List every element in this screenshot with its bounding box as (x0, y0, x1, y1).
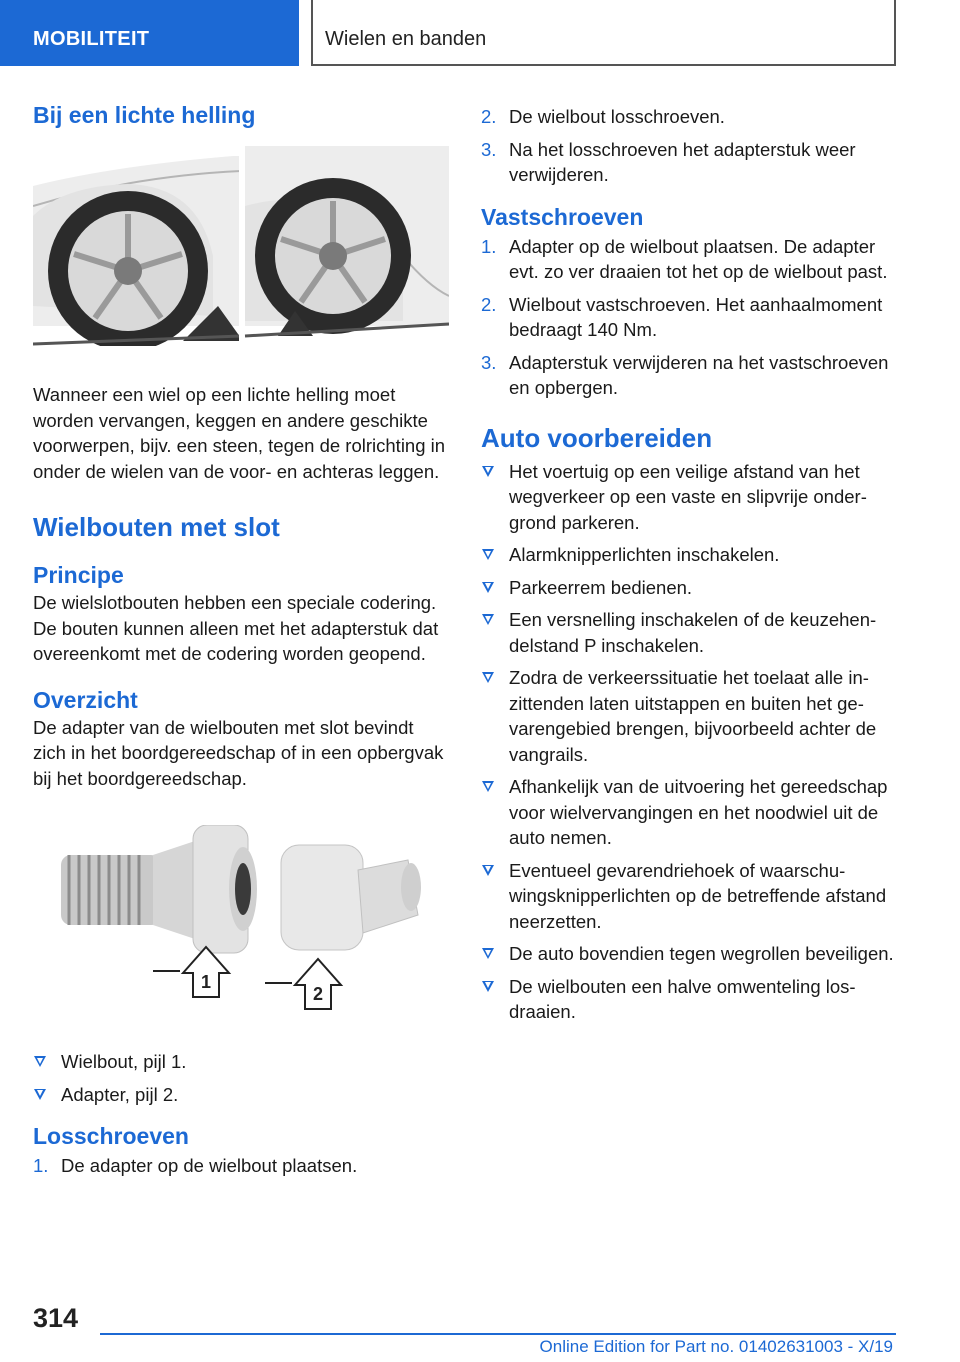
right-column (481, 104, 895, 1032)
triangle-bullet-icon (482, 781, 494, 792)
paragraph-slope: Wanneer een wiel op een lichte helling moet worden vervangen, keggen en andere geschikte voorwerpen, bijv. een steen, tegen de rolrichting in onder de wielen van de voor- en achteras leggen. (33, 384, 446, 482)
triangle-bullet-icon (482, 981, 494, 992)
triangle-bullet-icon (482, 466, 494, 477)
heading-tighten: Vastschroeven (481, 203, 644, 230)
list-item: Afhankelijk van de uitvoering het gereedschap voor wielvervangingen en het noodwiel uit de auto nemen. (481, 774, 895, 851)
heading-loosen: Losschroeven (33, 1123, 189, 1149)
list-item: 3. Adapterstuk verwijderen na het vastschroeven en opbergen. (481, 351, 889, 398)
list-item: De auto bovendien tegen wegrollen beveiligen. (481, 941, 895, 967)
list-item: 2. De wielbout losschroeven. (481, 106, 725, 127)
heading-principle: Principe (33, 562, 124, 588)
heading-overview: Overzicht (33, 686, 138, 713)
loosen-steps-list (33, 1153, 449, 1179)
list-item: 2. Wielbout vastschroeven. Het aanhaalmoment bedraagt 140 Nm. (481, 293, 883, 340)
list-item: Eventueel gevarendriehoek of waarschuwingsknipperlichten op de betreffende afstand neerzetten. (481, 858, 895, 935)
list-item: Zodra de verkeerssituatie het toelaat alle inzittenden laten uitstappen en buiten het gevarengebied brengen, bijvoorbeeld achter de vangrails. (481, 665, 895, 767)
triangle-bullet-icon (34, 1089, 46, 1100)
list-item: Een versnelling inschakelen of de keuzehendelstand P inschakelen. (481, 607, 895, 658)
edition-note: Online Edition for Part no. 01402631003 - X/19 (539, 1337, 893, 1356)
arrow-label-2: 2 (312, 984, 324, 1004)
left-column (33, 100, 449, 1186)
paragraph-principle: De wielslotbouten hebben een speciale codering. De bouten kunnen alleen met het adapterstuk dat overeenkomt met de codering worden geopend. (33, 592, 439, 664)
footer-divider (100, 1333, 896, 1335)
list-item: Wielbout, pijl 1. (33, 1049, 449, 1075)
arrow-label-1: 1 (200, 972, 212, 992)
list-item: Het voertuig op een veilige afstand van het wegverkeer op een vaste en slipvrije ondergrond parkeren. (481, 459, 895, 536)
list-item: 1. De adapter op de wielbout plaatsen. (33, 1155, 358, 1176)
figure-legend-list (33, 1049, 449, 1107)
chapter-header (311, 0, 896, 66)
page-number: 314 (33, 1303, 79, 1333)
triangle-bullet-icon (482, 948, 494, 959)
prepare-steps-list (481, 459, 895, 1025)
triangle-bullet-icon (482, 865, 494, 876)
heading-slight-slope: Bij een lichte helling (33, 102, 256, 128)
list-item: Adapter, pijl 2. (33, 1082, 449, 1108)
section-title: MOBILITEIT (33, 28, 150, 50)
list-item: De wielbouten een halve omwenteling losdraaien. (481, 974, 895, 1025)
wheels-on-slope-illustration (33, 146, 449, 346)
heading-locking-bolts: Wielbouten met slot (33, 512, 280, 542)
triangle-bullet-icon (482, 549, 494, 560)
triangle-bullet-icon (34, 1056, 46, 1067)
chapter-title: Wielen en banden (325, 28, 487, 50)
list-item: 3. Na het losschroeven het adapterstuk weer verwijderen. (481, 138, 856, 185)
heading-prepare-car: Auto voorbereiden (481, 422, 713, 453)
section-tab (0, 0, 299, 66)
paragraph-overview: De adapter van de wielbouten met slot bevindt zich in het boordgereedschap of in een opbergvak bij het boordgereedschap. (33, 716, 444, 789)
bolt-and-adapter-illustration (33, 825, 449, 1025)
triangle-bullet-icon (482, 582, 494, 593)
triangle-bullet-icon (482, 672, 494, 683)
list-item: Alarmknipperlichten inschakelen. (481, 542, 895, 568)
tighten-steps-list (481, 234, 895, 401)
list-item: 1. Adapter op de wielbout plaatsen. De adapter evt. zo ver draaien tot het op de wielbout past. (481, 235, 888, 282)
loosen-steps-continued-list (481, 104, 895, 188)
list-item: Parkeerrem bedienen. (481, 575, 895, 601)
triangle-bullet-icon (482, 614, 494, 625)
